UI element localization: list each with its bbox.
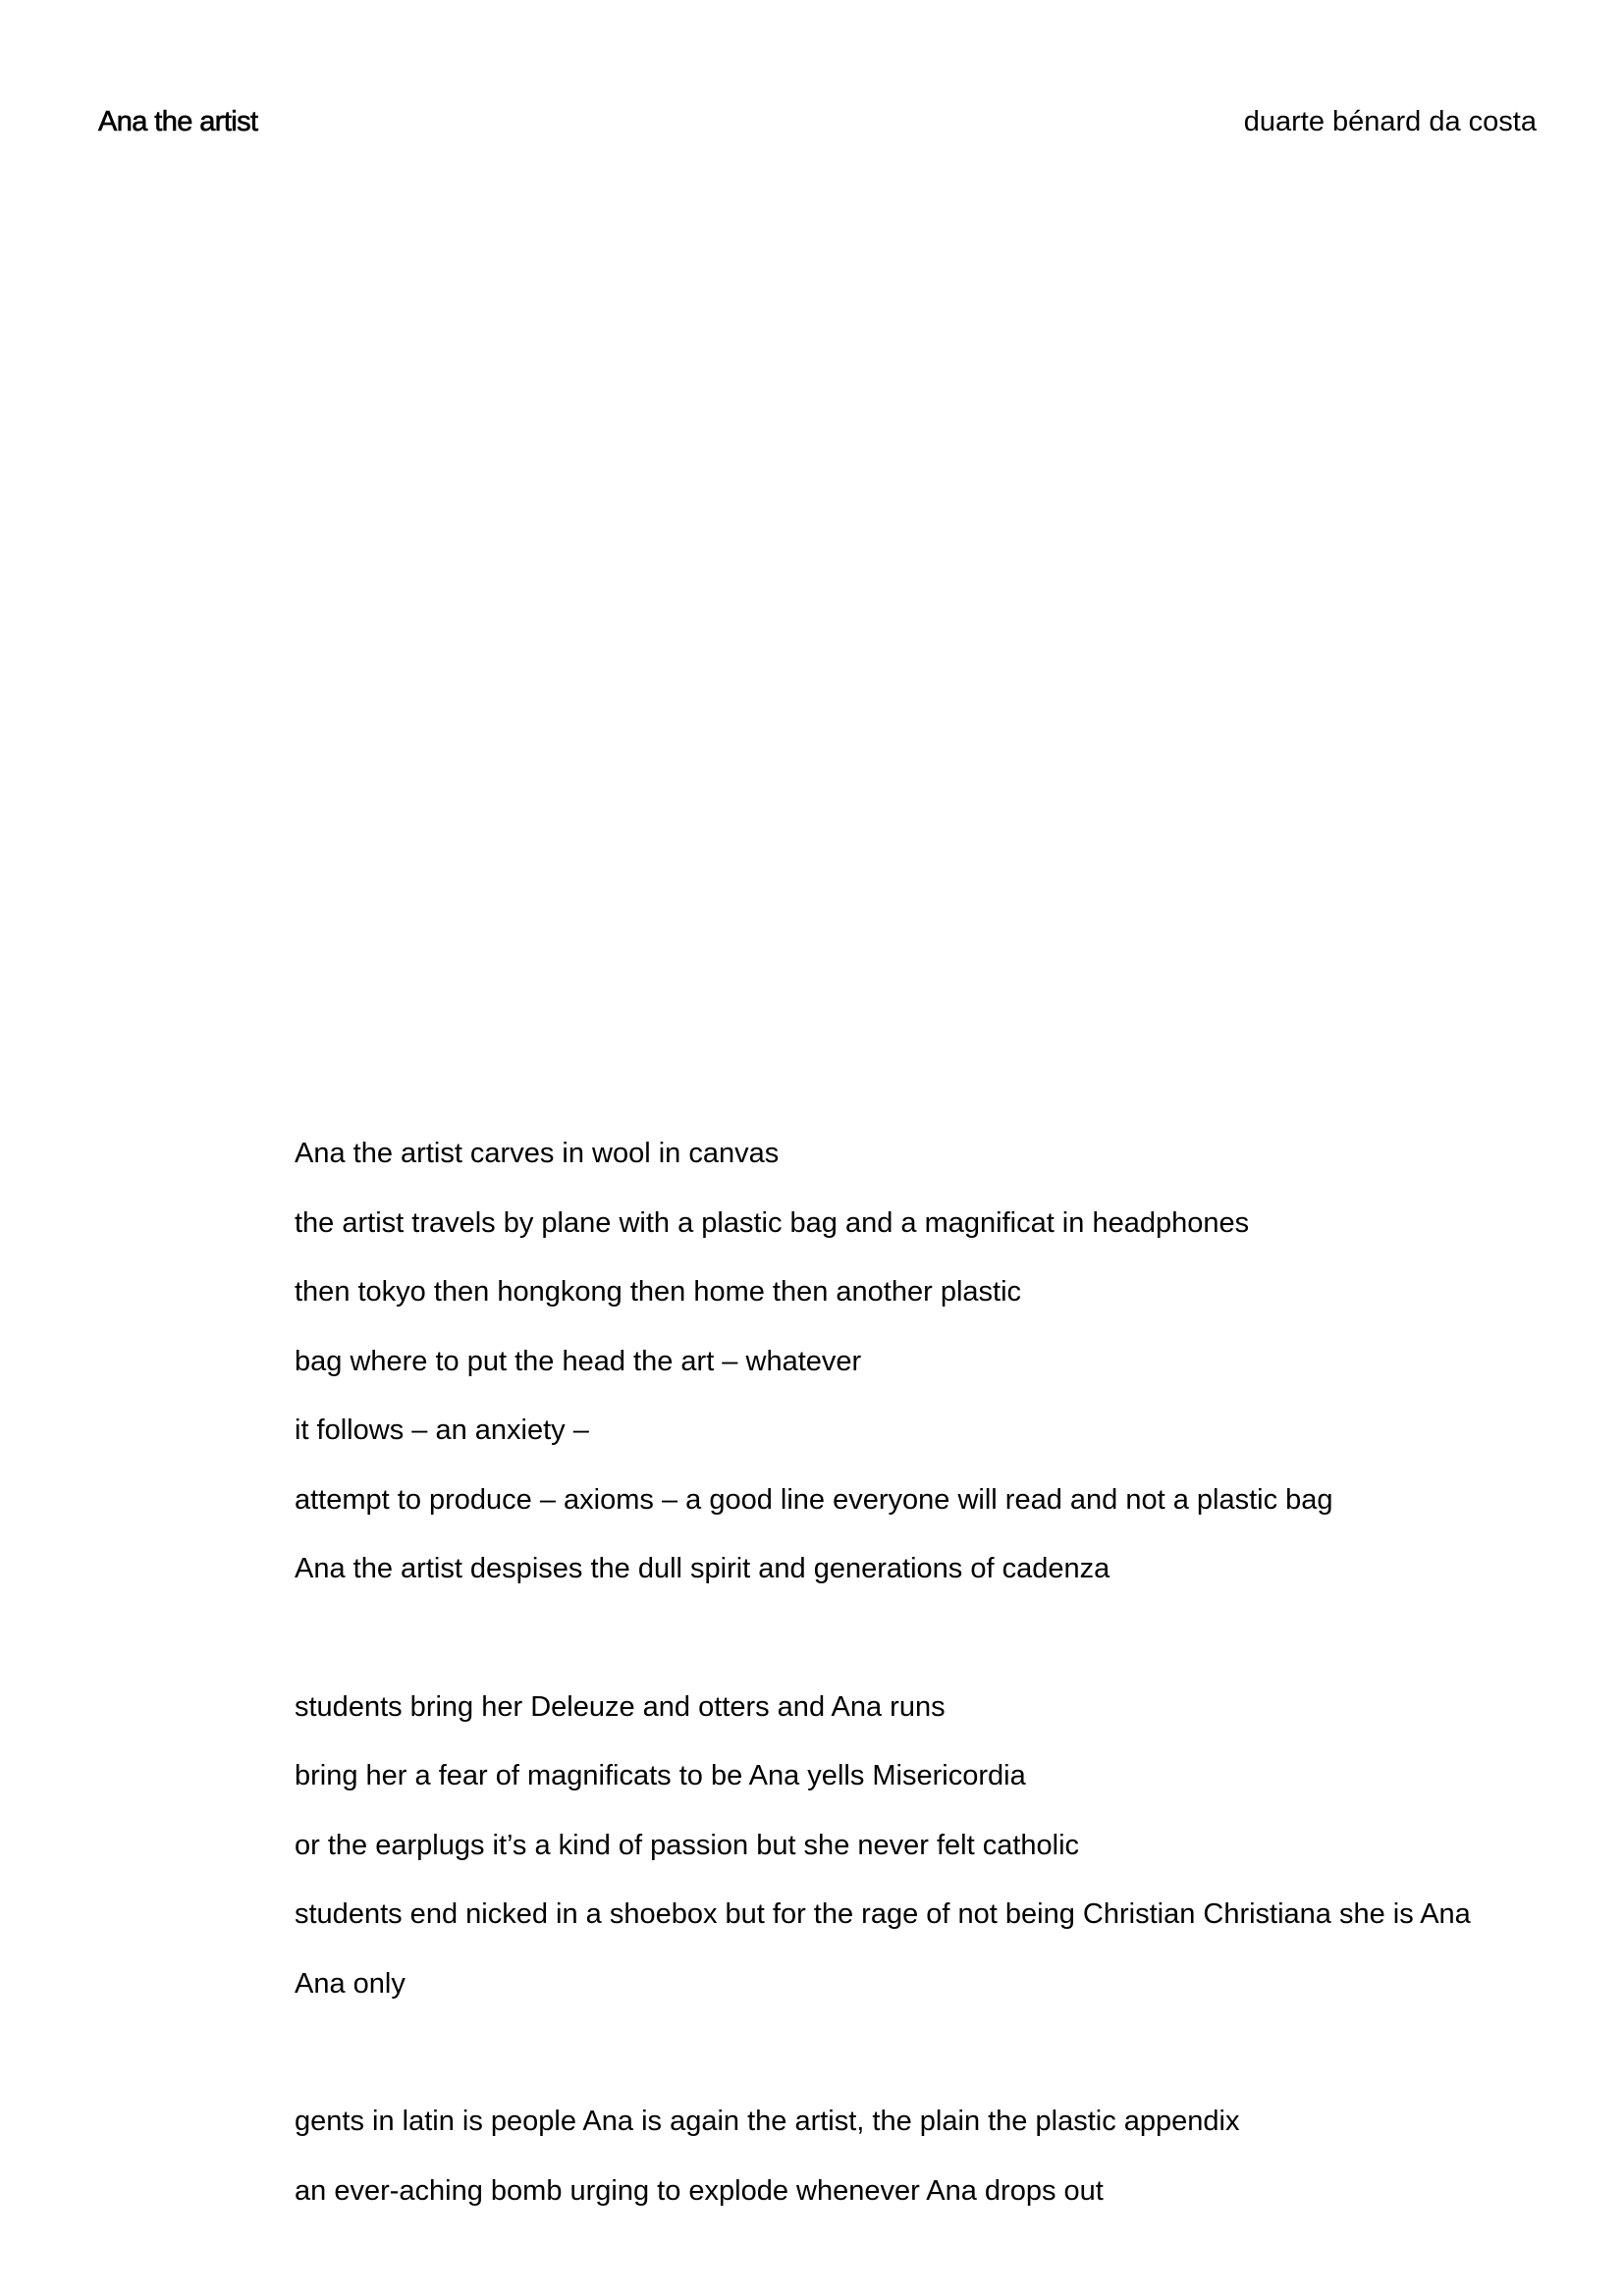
poem-line: it follows – an anxiety –: [295, 1415, 589, 1446]
stanza-1: [295, 1119, 1571, 1604]
stanza-2: [295, 1673, 1571, 2019]
poem-line: Ana the artist despises the dull spirit and generations of cadenza: [295, 1553, 1110, 1584]
author-name: duarte bénard da costa: [1243, 106, 1537, 137]
poem-line: then tokyo then hongkong then home then another plastic: [295, 1276, 1022, 1308]
poem-line: students end nicked in a shoebox but for the rage of not being Christian Christiana she is Ana: [295, 1898, 1471, 1930]
poem-line: an ever-aching bomb urging to explode whenever Ana drops out: [295, 2174, 1104, 2207]
poem-line: students bring her Deleuze and otters and Ana runs: [295, 1690, 946, 1723]
poem-line: Ana the artist carves in wool in canvas: [295, 1138, 780, 1169]
poem-line: Ana only: [295, 1967, 406, 2000]
document-title: Ana the artist: [98, 106, 258, 137]
poem-line: bag where to put the head the art – whatever: [295, 1345, 862, 1377]
poem-line: the artist travels by plane with a plastic bag and a magnificat in headphones: [295, 1206, 1250, 1239]
poem-line: gents in latin is people Ana is again the artist, the plain the plastic appendix: [295, 2106, 1240, 2137]
poem-body: [295, 1119, 1571, 2294]
poem-line: or the earplugs it’s a kind of passion but she never felt catholic: [295, 1829, 1080, 1861]
stanza-3: [295, 2087, 1571, 2225]
poem-line: bring her a fear of magnificats to be Ana yells Misericordia: [295, 1760, 1026, 1791]
poem-line: attempt to produce – axioms – a good line everyone will read and not a plastic bag: [295, 1483, 1333, 1516]
page-header: [98, 106, 1537, 149]
